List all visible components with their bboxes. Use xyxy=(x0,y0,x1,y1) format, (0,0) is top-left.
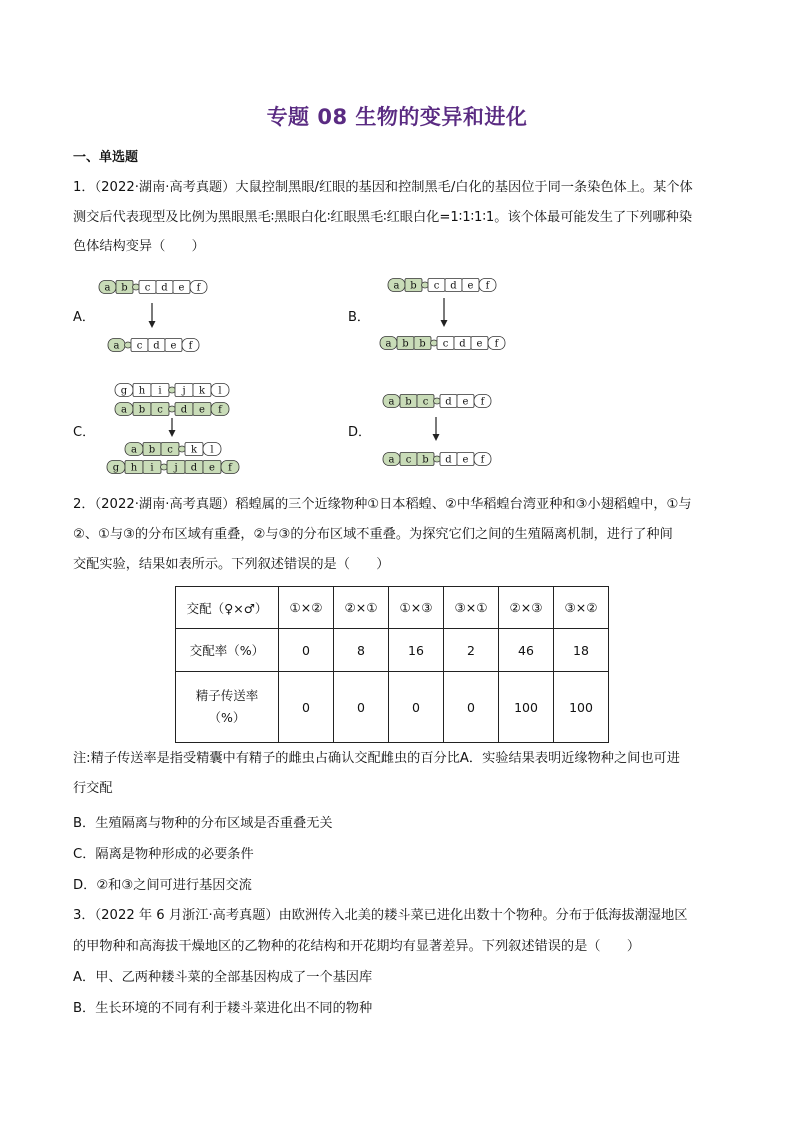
arrow-c xyxy=(169,418,176,437)
q1-option-b-label: B． xyxy=(348,310,370,325)
gene-label: f xyxy=(480,396,485,408)
gene-label: c xyxy=(167,444,173,456)
gene-label: c xyxy=(157,404,163,416)
gene-label: e xyxy=(199,404,205,416)
table-row xyxy=(176,629,609,672)
q1-option-c-label: C． xyxy=(73,425,96,440)
gene-label: b xyxy=(148,444,156,456)
q1-line-1: 1．（2022·湖南·高考真题）大鼠控制黑眼/红眼的基因和控制黑毛/白化的基因位于同一条染色体上。某个体 xyxy=(73,180,693,195)
gene-label: e xyxy=(467,280,474,292)
chromosome-c-mutant-2 xyxy=(107,461,239,474)
gene-label: c xyxy=(433,280,440,292)
gene-label: c xyxy=(136,340,143,352)
gene-label: l xyxy=(218,385,222,397)
gene-label: f xyxy=(494,338,499,350)
gene-label: e xyxy=(170,340,177,352)
gene-label: f xyxy=(480,454,485,466)
centromere xyxy=(169,406,176,412)
chromosome-a-mutant xyxy=(108,339,199,352)
chromosome-c-mutant-1 xyxy=(125,443,221,456)
table-cell: 0 xyxy=(389,672,444,743)
gene-label: c xyxy=(144,282,151,294)
gene-label: g xyxy=(112,462,120,474)
table-row-label: 交配（♀×♂） xyxy=(176,587,279,629)
table-header-cell: ③×① xyxy=(444,587,499,629)
gene-label: b xyxy=(402,338,409,350)
gene-label: b xyxy=(405,396,412,408)
gene-label: e xyxy=(462,396,469,408)
table-cell: 0 xyxy=(279,672,334,743)
chromosome-diagrams xyxy=(0,0,794,480)
table-header-cell: ③×② xyxy=(554,587,609,629)
q1-line-3: 色体结构变异（ ） xyxy=(73,239,205,254)
gene-label: l xyxy=(210,444,214,456)
chromosome-b-original xyxy=(388,279,496,292)
centromere xyxy=(434,398,441,404)
chromosome-d-original xyxy=(383,395,491,408)
q2-line-1: 2．（2022·湖南·高考真题）稻蝗属的三个近缘物种①日本稻蝗、②中华稻蝗台湾亚种和③小翅稻蝗中，①与 xyxy=(73,497,692,512)
gene-label: d xyxy=(450,280,457,292)
q3-line-1: 3．（2022 年 6 月浙江·高考真题）由欧洲传入北美的耧斗菜已进化出数十个物种。分布于低海拔潮湿地区 xyxy=(73,908,688,923)
q2-option-d: D．②和③之间可进行基因交流 xyxy=(73,878,252,893)
table-cell: 2 xyxy=(444,629,499,672)
gene-label: b xyxy=(410,280,417,292)
gene-label: f xyxy=(218,404,222,416)
table-cell: 100 xyxy=(554,672,609,743)
gene-label: b xyxy=(121,282,128,294)
gene-label: d xyxy=(190,462,198,474)
table-cell: 100 xyxy=(499,672,554,743)
q2-option-c: C．隔离是物种形成的必要条件 xyxy=(73,847,254,862)
gene-label: a xyxy=(385,338,392,350)
gene-label: d xyxy=(445,396,452,408)
table-header-cell: ①×③ xyxy=(389,587,444,629)
gene-label: j xyxy=(182,385,186,397)
q3-option-a: A．甲、乙两种耧斗菜的全部基因构成了一个基因库 xyxy=(73,970,373,985)
gene-label: c xyxy=(442,338,449,350)
centromere xyxy=(125,342,132,348)
q2-note-line-2: 行交配 xyxy=(73,781,113,796)
gene-label: i xyxy=(158,385,162,397)
gene-label: a xyxy=(104,282,111,294)
gene-label: b xyxy=(419,338,426,350)
gene-label: j xyxy=(174,462,178,474)
arrow-d xyxy=(433,417,440,441)
gene-label: e xyxy=(462,454,469,466)
gene-label: a xyxy=(388,396,395,408)
table-cell: 0 xyxy=(279,629,334,672)
table-row-label: 交配率（%） xyxy=(176,629,279,672)
gene-label: d xyxy=(153,340,160,352)
gene-label: f xyxy=(228,462,232,474)
row-label-line: 精子传送率 xyxy=(195,688,259,703)
gene-label: e xyxy=(476,338,483,350)
gene-label: k xyxy=(190,444,198,456)
table-cell: 16 xyxy=(389,629,444,672)
table-row xyxy=(176,672,609,743)
centromere xyxy=(179,446,186,452)
centromere xyxy=(434,456,441,462)
q2-option-b: B．生殖隔离与物种的分布区域是否重叠无关 xyxy=(73,816,333,831)
gene-label: d xyxy=(161,282,168,294)
mating-table xyxy=(175,586,609,743)
q2-line-2: ②、①与③的分布区域有重叠，②与③的分布区域不重叠。为探究它们之间的生殖隔离机制，进行了种间 xyxy=(73,527,673,542)
table-cell: 0 xyxy=(444,672,499,743)
q1-line-2: 测交后代表现型及比例为黑眼黑毛∶黑眼白化∶红眼黑毛∶红眼白化=1∶1∶1∶1。该个体最可能发生了下列哪种染 xyxy=(73,210,693,225)
table-header-cell: ②×① xyxy=(334,587,389,629)
q3-option-b: B．生长环境的不同有利于耧斗菜进化出不同的物种 xyxy=(73,1001,373,1016)
page-title: 专题 08 生物的变异和进化 xyxy=(266,105,528,129)
chromosome-a-original xyxy=(99,281,207,294)
gene-label: a xyxy=(393,280,400,292)
gene-label: g xyxy=(120,385,128,397)
gene-label: e xyxy=(209,462,215,474)
arrow-b xyxy=(441,298,448,327)
arrow-a xyxy=(149,303,156,328)
chromosome-c-original-1 xyxy=(115,384,229,397)
q2-line-3: 交配实验，结果如表所示。下列叙述错误的是（ ） xyxy=(73,557,390,572)
section-heading: 一、单选题 xyxy=(73,150,139,165)
centromere xyxy=(431,340,438,346)
centromere xyxy=(133,284,140,290)
gene-label: f xyxy=(188,340,193,352)
centromere xyxy=(161,464,168,470)
gene-label: f xyxy=(485,280,490,292)
chromosome-c-original-2 xyxy=(115,403,229,416)
row-label-line: （%） xyxy=(208,710,246,725)
table-row xyxy=(176,587,609,629)
table-cell: 46 xyxy=(499,629,554,672)
q3-line-2: 的甲物种和高海拔干燥地区的乙物种的花结构和开花期均有显著差异。下列叙述错误的是（ ） xyxy=(73,939,641,954)
table-cell: 8 xyxy=(334,629,389,672)
centromere xyxy=(169,387,176,393)
q2-note-line-1: 注:精子传送率是指受精囊中有精子的雌虫占确认交配雌虫的百分比A．实验结果表明近缘物种之间也可进 xyxy=(73,751,680,766)
gene-label: i xyxy=(150,462,154,474)
gene-label: k xyxy=(198,385,206,397)
gene-label: c xyxy=(405,454,412,466)
gene-label: a xyxy=(131,444,137,456)
chromosome-d-mutant xyxy=(383,453,491,466)
gene-label: d xyxy=(445,454,452,466)
gene-label: c xyxy=(422,396,429,408)
gene-label: a xyxy=(113,340,120,352)
table-header-cell: ①×② xyxy=(279,587,334,629)
gene-label: d xyxy=(180,404,188,416)
centromere xyxy=(422,282,429,288)
gene-label: d xyxy=(459,338,466,350)
gene-label: h xyxy=(130,462,138,474)
q1-option-d-label: D． xyxy=(348,425,372,440)
q1-option-a-label: A． xyxy=(73,310,95,325)
gene-label: a xyxy=(121,404,127,416)
table-row-label xyxy=(176,672,279,743)
gene-label: b xyxy=(422,454,429,466)
gene-label: b xyxy=(138,404,146,416)
chromosome-b-mutant xyxy=(380,337,505,350)
table-cell: 18 xyxy=(554,629,609,672)
gene-label: e xyxy=(178,282,185,294)
gene-label: f xyxy=(196,282,201,294)
gene-label: h xyxy=(138,385,146,397)
gene-label: a xyxy=(388,454,395,466)
table-cell: 0 xyxy=(334,672,389,743)
table-header-cell: ②×③ xyxy=(499,587,554,629)
